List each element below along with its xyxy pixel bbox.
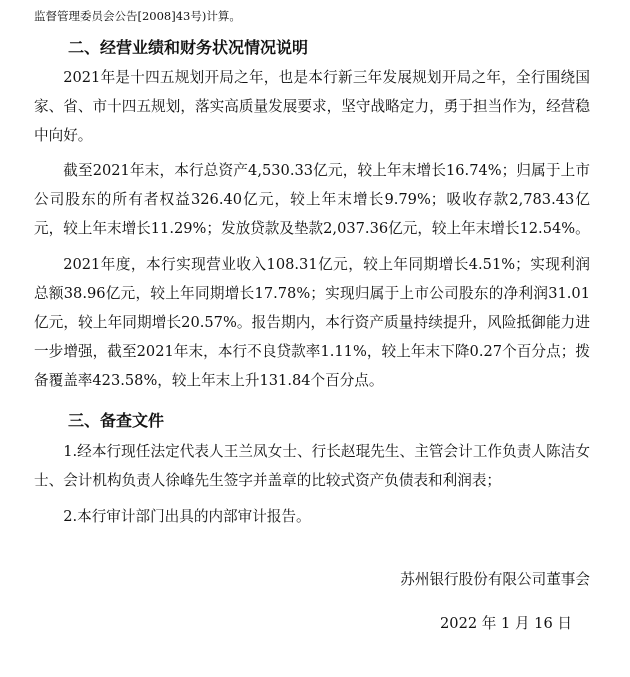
- signature-company: 苏州银行股份有限公司董事会: [400, 571, 590, 588]
- paragraph-overview: 2021年是十四五规划开局之年，也是本行新三年发展规划开局之年，全行围绕国家、省、市十四五规划，落实高质量发展要求，坚守战略定力，勇于担当作为，经营稳中向好。: [34, 69, 590, 144]
- section-heading-business-performance: 二、经营业绩和财务状况情况说明: [68, 38, 309, 57]
- paragraph-reference-2: 2.本行审计部门出具的内部审计报告。: [63, 508, 311, 525]
- section-heading-reference-documents: 三、备查文件: [68, 411, 165, 430]
- signature-date: 2022 年 1 月 16 日: [440, 615, 572, 632]
- top-note: 监督管理委员会公告[2008]43号)计算。: [34, 9, 241, 23]
- paragraph-income: 2021年度，本行实现营业收入108.31亿元，较上年同期增长4.51%；实现利润总额38.96亿元，较上年同期增长17.78%；实现归属于上市公司股东的净利润31.01亿元，较上年同期增长20.57%。报告期内，本行资产质量持续提升，风险抵御能力进一步增强，截至2021年末，本行不良贷款率1.11%，较上年末下降0.27个百分点；拨备覆盖率423.58%，较上年末上升131.84个百分点。: [34, 256, 590, 389]
- paragraph-reference-1: 1.经本行现任法定代表人王兰凤女士、行长赵琨先生、主管会计工作负责人陈洁女士、会计机构负责人徐峰先生签字并盖章的比较式资产负债表和利润表；: [34, 443, 590, 489]
- paragraph-balance-sheet: 截至2021年末，本行总资产4,530.33亿元，较上年末增长16.74%；归属于上市公司股东的所有者权益326.40亿元，较上年末增长9.79%；吸收存款2,783.43亿元，较上年末增长11.29%；发放贷款及垫款2,037.36亿元，较上年末增长12.54%。: [34, 162, 590, 237]
